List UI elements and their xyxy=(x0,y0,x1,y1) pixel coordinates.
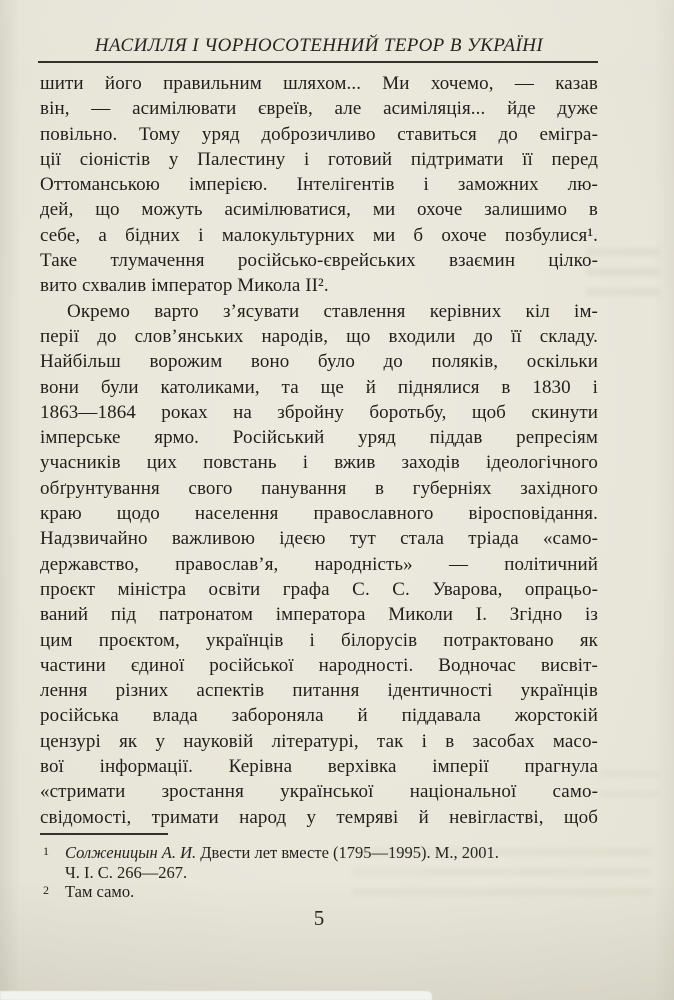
body-text-line: вої інформації. Керівна верхівка імперії прагнула xyxy=(40,756,598,778)
body-text-line-paragraph-start: Окремо варто з’ясувати ставлення керівних кіл ім- xyxy=(67,300,598,322)
body-text-line: дей, що можуть асимілюватися, ми охоче залишимо в xyxy=(40,199,598,221)
body-text-line: проєкт міністра освіти графа С. С. Уварова, опрацьо- xyxy=(40,578,598,600)
footnote-1-marker: 1 xyxy=(43,844,49,858)
body-text-line: вито схвалив імператор Микола II². xyxy=(40,275,329,297)
footnote-1-text-continued: Ч. І. С. 266—267. xyxy=(65,862,188,882)
body-text-line: 1863—1864 роках на збройну боротьбу, щоб скинути xyxy=(40,401,598,423)
body-text-line: свідомості, тримати народ у темряві й невігластві, щоб xyxy=(40,806,598,828)
footnote-separator-rule xyxy=(40,833,168,835)
body-text-line: цим проєктом, українців і білорусів потрактовано як xyxy=(40,629,598,651)
body-text-line: учасників цих повстань і вжив заходів ідеологічного xyxy=(40,452,598,474)
page-number: 5 xyxy=(313,906,325,930)
body-text-line: себе, а бідних і малокультурних ми б охоче позбулися¹. xyxy=(40,224,598,246)
body-text-line: ваний під патронатом імператора Миколи І. Згідно із xyxy=(40,604,598,626)
body-text-line: Оттоманською імперією. Інтелігентів і заможних лю- xyxy=(40,174,598,196)
body-text-line: «стримати зростання української національної само- xyxy=(40,781,598,803)
body-text-line: шити його правильним шляхом... Ми хочемо, — казав xyxy=(40,73,598,94)
header-rule xyxy=(38,61,598,63)
bleed-through-ink xyxy=(600,770,660,810)
body-text-line: державство, православ’я, народність» — політичний xyxy=(40,553,598,575)
body-text-line: краю щодо населення православного віросповідання. xyxy=(40,503,598,525)
body-text-line: Надзвичайно важливою ідеєю тут стала тріада «само- xyxy=(40,528,598,550)
body-text-line: перії до слов’янських народів, що входили до її складу. xyxy=(40,325,598,347)
body-text-line: частини єдиної російської народності. Водночас висвіт- xyxy=(40,654,598,676)
footnote-1 xyxy=(40,843,598,882)
footnotes-section xyxy=(40,833,598,902)
body-text-line: ції сіоністів у Палестину і готовий підтримати її перед xyxy=(40,148,598,170)
body-text-line: Таке тлумачення російсько-єврейських взаємин цілко- xyxy=(40,250,598,272)
footnote-1-author: Солженицын А. И. xyxy=(65,843,197,862)
body-text-line: лення різних аспектів питання ідентичності українців xyxy=(40,680,598,702)
scanner-edge-strip xyxy=(0,991,432,1000)
body-text-line: цензурі як у науковій літературі, так і в засобах масо- xyxy=(40,730,598,752)
footnote-1-text: Двести лет вместе (1795—1995). М., 2001. xyxy=(196,843,499,862)
footnote-2-text: Там само. xyxy=(65,882,135,902)
body-text-line: Найбільш ворожим воно було до поляків, оскільки xyxy=(40,351,598,373)
body-text-line: імперське ярмо. Російський уряд піддав репресіям xyxy=(40,427,598,449)
body-text-line: він, — асимілювати євреїв, але асиміляція... йде дуже xyxy=(40,98,598,120)
body-text-line: російська влада забороняла й піддавала жорстокій xyxy=(40,705,598,727)
body-text-line: обґрунтування свого панування в губерніях західного xyxy=(40,477,598,499)
footnote-2-marker: 2 xyxy=(43,883,49,898)
body-text-block xyxy=(40,71,598,830)
body-text-line: повільно. Тому уряд доброзичливо ставиться до емігра- xyxy=(40,123,598,145)
running-head: НАСИЛЛЯ І ЧОРНОСОТЕННИЙ ТЕРОР В УКРАЇНІ xyxy=(94,35,544,56)
footnote-2 xyxy=(40,882,598,902)
body-text-line: вони були католиками, та ще й піднялися в 1830 і xyxy=(40,376,598,398)
